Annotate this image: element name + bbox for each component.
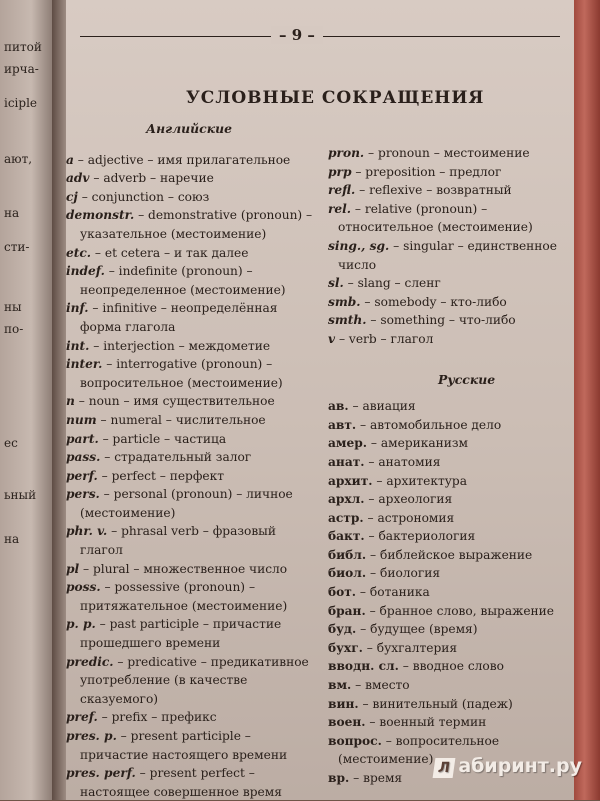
abbreviation: rel. <box>328 201 352 216</box>
abbreviation: p. p. <box>66 617 96 632</box>
abbreviation-entry <box>328 490 568 509</box>
abbreviation-meaning: – interjection – междометие <box>89 338 271 353</box>
abbreviation-meaning: – prefix – префикс <box>97 710 217 725</box>
abbreviation: вопрос. <box>328 733 382 748</box>
left-page-fragment: ирча- <box>4 62 39 76</box>
abbreviation: a <box>66 152 74 167</box>
abbreviation-meaning: – verb – глагол <box>335 331 434 346</box>
left-page-fragment: на <box>4 532 20 546</box>
abbreviation-meaning: – американизм <box>367 436 468 451</box>
abbreviation-entry <box>328 639 568 658</box>
english-abbreviation-list-continued <box>328 144 568 349</box>
abbreviation-meaning: – present participle – причастие настоящего времени <box>80 729 288 762</box>
right-column <box>328 144 568 788</box>
abbreviation-entry <box>328 200 568 237</box>
abbreviation: prp <box>328 164 352 179</box>
abbreviation: воен. <box>328 715 366 730</box>
abbreviation: int. <box>66 338 90 353</box>
abbreviation: n <box>66 394 75 409</box>
abbreviation: библ. <box>328 547 367 562</box>
abbreviation: бухг. <box>328 640 363 655</box>
left-page-fragment: ают, <box>4 152 33 166</box>
dictionary-page <box>66 0 574 800</box>
abbreviation-meaning: – астрономия <box>363 510 455 525</box>
abbreviation: refl. <box>328 183 356 198</box>
abbreviation-entry <box>66 337 316 356</box>
abbreviation-entry <box>66 708 316 727</box>
abbreviation-entry <box>328 620 568 639</box>
abbreviation: smb. <box>328 294 361 309</box>
abbreviation-meaning: – indefinite (pronoun) – неопределенное (местоимение) <box>80 264 286 297</box>
abbreviation-entry <box>328 564 568 583</box>
abbreviation-meaning: – библейское выражение <box>366 547 533 562</box>
abbreviation-entry <box>328 293 568 312</box>
abbreviation-entry <box>328 657 568 676</box>
abbreviation-meaning: – perfect – перфект <box>97 468 224 483</box>
abbreviation-meaning: – something – что-либо <box>366 313 516 328</box>
left-page-fragment: ес <box>4 436 18 450</box>
abbreviation: phr. v. <box>66 524 108 539</box>
abbreviation-meaning: – past participle – причастие прошедшего времени <box>80 617 282 651</box>
left-page-fragment: на <box>4 206 20 220</box>
abbreviation-entry <box>328 416 568 435</box>
abbreviation-meaning: – interrogative (pronoun) – вопросительное (местоимение) <box>80 357 283 390</box>
abbreviation: adv <box>66 171 90 186</box>
abbreviation: indef. <box>66 264 105 279</box>
abbreviation-entry <box>328 602 568 621</box>
abbreviation-meaning: – страдательный залог <box>100 450 252 465</box>
abbreviation-meaning: – conjunction – союз <box>77 189 210 204</box>
left-page-fragment: ьный <box>4 488 37 502</box>
abbreviation-meaning: – бактериология <box>364 529 476 544</box>
abbreviation: бран. <box>328 603 366 618</box>
abbreviation: бот. <box>328 585 357 600</box>
abbreviation-entry <box>328 472 568 491</box>
abbreviation-entry <box>328 397 568 416</box>
abbreviation: биол. <box>328 566 367 581</box>
abbreviation-meaning: – ботаника <box>356 585 430 600</box>
abbreviation: ав. <box>328 399 349 414</box>
abbreviation-entry <box>328 676 568 695</box>
abbreviation-meaning: – будущее (время) <box>356 622 478 637</box>
abbreviation-entry <box>328 695 568 714</box>
abbreviation-entry <box>66 467 316 486</box>
abbreviation-meaning: – somebody – кто-либо <box>360 294 507 309</box>
abbreviation-entry <box>66 188 316 207</box>
abbreviation-entry <box>328 509 568 528</box>
abbreviation-entry <box>328 713 568 732</box>
abbreviation-entry <box>66 151 316 170</box>
abbreviation-entry <box>328 583 568 602</box>
abbreviation-entry <box>66 262 316 299</box>
abbreviation-entry <box>328 144 568 163</box>
abbreviation-meaning: – бухгалтерия <box>362 640 458 655</box>
abbreviation-entry <box>66 522 316 559</box>
abbreviation-meaning: – relative (pronoun) – относительное (местоимение) <box>338 201 533 235</box>
abbreviation: pres. perf. <box>66 766 136 781</box>
abbreviation-meaning: – slang – сленг <box>343 276 441 291</box>
abbreviation-entry <box>328 274 568 293</box>
abbreviation: smth. <box>328 313 367 328</box>
abbreviation-entry <box>66 392 316 411</box>
abbreviation-entry <box>66 560 316 579</box>
abbreviation-meaning: – present perfect – настоящее совершенное время <box>80 766 282 799</box>
abbreviation: авт. <box>328 417 357 432</box>
abbreviation-meaning: – possessive (pronoun) – притяжательное (местоимение) <box>80 580 288 613</box>
watermark-text: абиринт.ру <box>458 755 582 777</box>
abbreviation-meaning: – военный термин <box>365 715 487 730</box>
abbreviation-entry <box>328 163 568 182</box>
abbreviation: pers. <box>66 487 100 502</box>
abbreviation: буд. <box>328 622 357 637</box>
abbreviation: pref. <box>66 710 98 725</box>
abbreviation: архл. <box>328 492 365 507</box>
abbreviation: sing., sg. <box>328 238 390 253</box>
watermark <box>434 755 582 778</box>
abbreviation: pass. <box>66 450 101 465</box>
abbreviation-meaning: – noun – имя существительное <box>74 394 275 409</box>
abbreviation-meaning: – бранное слово, выражение <box>365 603 555 618</box>
page-title: УСЛОВНЫЕ СОКРАЩЕНИЯ <box>186 88 485 108</box>
russian-abbreviation-list <box>328 397 568 787</box>
abbreviation-meaning: – вместо <box>351 678 410 693</box>
abbreviation: poss. <box>66 580 101 595</box>
abbreviation-meaning: – архитектура <box>372 473 467 488</box>
abbreviation-meaning: – время <box>349 771 403 785</box>
abbreviation-entry <box>66 578 316 615</box>
abbreviation: анат. <box>328 454 365 469</box>
abbreviation-meaning: – personal (pronoun) – личное (местоимение) <box>80 487 293 520</box>
abbreviation-meaning: – demonstrative (pronoun) – указательное (местоимение) <box>80 208 313 241</box>
abbreviation-entry <box>328 330 568 349</box>
abbreviation-entry <box>66 430 316 449</box>
left-page-edge <box>0 0 52 800</box>
abbreviation-entry <box>66 411 316 430</box>
abbreviation: v <box>328 331 336 346</box>
left-page-fragment: сти- <box>4 240 30 254</box>
abbreviation: cj <box>66 189 78 204</box>
abbreviation-meaning: – винительный (падеж) <box>358 696 513 711</box>
book-cover-edge <box>574 0 600 800</box>
abbreviation: num <box>66 412 97 427</box>
abbreviation-meaning: – автомобильное дело <box>356 417 502 432</box>
abbreviation: вин. <box>328 696 359 711</box>
abbreviation-meaning: – вводное слово <box>398 659 504 674</box>
abbreviation-entry <box>328 527 568 546</box>
abbreviation-meaning: – infinitive – неопределённая форма глагола <box>80 301 278 334</box>
abbreviation-entry <box>66 448 316 467</box>
abbreviation-meaning: – pronoun – местоимение <box>364 146 530 160</box>
left-page-fragment: iciple <box>4 96 38 110</box>
abbreviation-entry <box>66 727 316 764</box>
abbreviation-meaning: – вопросительное (местоимение) <box>338 733 500 767</box>
abbreviation-entry <box>328 181 568 200</box>
abbreviation-meaning: – биология <box>366 566 441 581</box>
abbreviation-entry <box>328 434 568 453</box>
abbreviation-meaning: – adjective – имя прилагательное <box>73 152 291 167</box>
abbreviation-meaning: – анатомия <box>364 454 441 469</box>
abbreviation-meaning: – predicative – предикативное употребление (в качестве сказуемого) <box>80 654 309 706</box>
abbreviation-meaning: – археология <box>364 492 453 507</box>
abbreviation: астр. <box>328 510 364 525</box>
abbreviation: sl. <box>328 276 344 291</box>
abbreviation-meaning: – et cetera – и так далее <box>91 245 249 260</box>
left-page-fragment: питой <box>4 40 42 54</box>
russian-subtitle: Русские <box>438 371 496 387</box>
abbreviation-entry <box>66 244 316 263</box>
english-abbreviation-list <box>66 151 316 801</box>
abbreviation-entry <box>66 299 316 336</box>
abbreviation: вр. <box>328 771 350 785</box>
abbreviation-entry <box>66 206 316 243</box>
abbreviation: вм. <box>328 678 352 693</box>
abbreviation-entry <box>328 546 568 565</box>
page-number: – 9 – <box>271 26 323 44</box>
abbreviation: perf. <box>66 468 98 483</box>
abbreviation-meaning: – particle – частица <box>98 431 227 446</box>
abbreviation-meaning: – singular – единственное число <box>338 238 557 272</box>
abbreviation-meaning: – numeral – числительное <box>96 412 266 427</box>
abbreviation: inter. <box>66 357 103 372</box>
abbreviation-meaning: – авиация <box>348 399 416 414</box>
abbreviation-entry <box>328 311 568 330</box>
abbreviation-entry <box>66 485 316 522</box>
english-subtitle: Английские <box>146 121 233 136</box>
abbreviation-entry <box>66 653 316 709</box>
abbreviation-entry <box>66 169 316 188</box>
english-column <box>66 120 316 801</box>
abbreviation-meaning: – adverb – наречие <box>89 171 214 186</box>
abbreviation-entry <box>66 355 316 392</box>
abbreviation-entry <box>66 764 316 801</box>
abbreviation: demonstr. <box>66 208 135 223</box>
abbreviation: etc. <box>66 245 92 260</box>
abbreviation-meaning: – plural – множественное число <box>79 561 288 576</box>
abbreviation: inf. <box>66 301 89 316</box>
abbreviation: вводн. сл. <box>328 659 399 674</box>
abbreviation: pl <box>66 561 80 576</box>
abbreviation-meaning: – preposition – предлог <box>351 164 502 179</box>
abbreviation-entry <box>328 237 568 274</box>
book-gutter <box>52 0 66 800</box>
abbreviation: амер. <box>328 436 368 451</box>
abbreviation-meaning: – reflexive – возвратный <box>355 183 512 198</box>
abbreviation: pres. p. <box>66 729 117 743</box>
abbreviation-entry <box>66 615 316 652</box>
abbreviation: pron. <box>328 146 365 160</box>
abbreviation: predic. <box>66 654 114 669</box>
left-page-fragment: ны <box>4 300 22 314</box>
left-page-fragment: по- <box>4 322 24 336</box>
abbreviation: part. <box>66 431 99 446</box>
abbreviation: бакт. <box>328 529 365 544</box>
watermark-logo-icon: Л <box>433 758 456 778</box>
abbreviation-entry <box>328 453 568 472</box>
abbreviation-meaning: – phrasal verb – фразовый глагол <box>80 524 277 558</box>
abbreviation: архит. <box>328 473 373 488</box>
